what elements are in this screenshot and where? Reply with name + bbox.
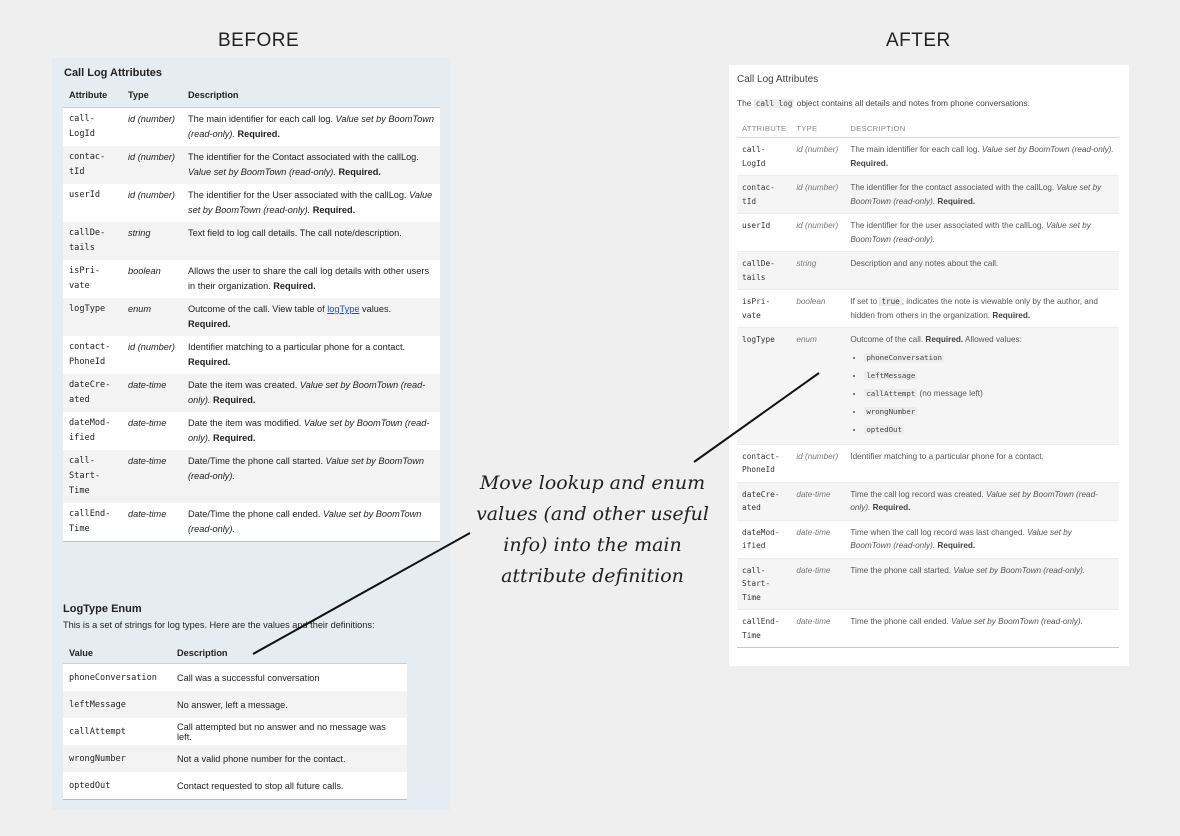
attribute-name: contac- tId <box>63 146 122 184</box>
attribute-name: logType <box>737 328 791 445</box>
attribute-name: isPri- vate <box>737 290 791 328</box>
description-text: Date/Time the phone call started. <box>188 456 326 466</box>
enum-header-value: Value <box>63 643 171 664</box>
attribute-name: dateMod- ified <box>737 520 791 558</box>
enum-note: (no message left) <box>917 388 983 398</box>
description-text-pre: If set to <box>850 297 880 306</box>
enum-value: phoneConversation <box>866 352 942 362</box>
description-text: , indicates the note is viewable only by the author, and hidden from others in the organization. <box>850 297 1098 320</box>
attribute-type: id (number) <box>791 176 845 214</box>
required-flag: Required. <box>188 357 231 367</box>
enum-value: leftMessage <box>866 370 916 380</box>
read-only-note: Value set by BoomTown (read-only). <box>188 380 426 405</box>
attribute-type: string <box>122 222 182 260</box>
read-only-note: Value set by BoomTown (read-only). <box>951 617 1083 626</box>
enum-value: callAttempt <box>866 388 916 398</box>
attribute-type: boolean <box>791 290 845 328</box>
attribute-name: call- LogId <box>737 138 791 176</box>
read-only-note: Value set by BoomTown (read-only). <box>188 114 434 139</box>
attribute-type: id (number) <box>122 184 182 222</box>
pointer-line-to-after <box>694 373 819 462</box>
required-flag: Required. <box>273 281 316 291</box>
attribute-type: date-time <box>122 503 182 542</box>
attribute-name: contact- PhoneId <box>63 336 122 374</box>
required-flag: Required. <box>310 205 356 215</box>
read-only-note: Value set by BoomTown (read-only). <box>188 190 433 215</box>
enum-description: Call was a successful conversation <box>171 664 407 692</box>
description-text-after: values. <box>359 304 392 314</box>
after-column-header-description: DESCRIPTION <box>845 122 1119 138</box>
attribute-name: callEnd- Time <box>63 503 122 542</box>
read-only-note: Value set by BoomTown (read-only). <box>188 418 430 443</box>
description-text: The identifier for the Contact associated with the callLog. <box>188 152 419 162</box>
enum-value: phoneConversation <box>63 664 171 692</box>
attribute-type: id (number) <box>791 214 845 252</box>
attribute-type: id (number) <box>122 336 182 374</box>
required-flag: Required. <box>935 541 976 550</box>
attribute-type: id (number) <box>122 146 182 184</box>
read-only-note: Value set by BoomTown (read-only). <box>850 489 1098 512</box>
required-flag: Required. <box>870 503 911 512</box>
column-header-attribute: Attribute <box>63 88 122 108</box>
attribute-name: callDe- tails <box>737 252 791 290</box>
attribute-name: call- LogId <box>63 108 122 147</box>
attribute-name: call- Start- Time <box>737 558 791 610</box>
attribute-type: date-time <box>122 450 182 503</box>
intro-text-post: object contains all details and notes from phone conversations. <box>794 98 1030 108</box>
required-flag: Required. <box>210 433 256 443</box>
after-table-title: Call Log Attributes <box>737 74 819 85</box>
description-text: Outcome of the call. View table of <box>188 304 328 314</box>
attribute-type: date-time <box>791 520 845 558</box>
description-text: The main identifier for each call log. <box>850 145 982 154</box>
enum-title: LogType Enum <box>63 603 142 615</box>
enum-value: leftMessage <box>63 691 171 718</box>
after-heading: AFTER <box>886 30 951 51</box>
attribute-name: userId <box>63 184 122 222</box>
inline-code: true <box>881 297 900 306</box>
read-only-note: Value set by BoomTown (read-only). <box>953 565 1086 575</box>
allowed-values-label: Allowed values: <box>963 335 1022 344</box>
attribute-type: id (number) <box>122 108 182 147</box>
read-only-note: Value set by BoomTown (read-only). <box>188 509 422 534</box>
attribute-type: date-time <box>122 412 182 450</box>
logtype-link[interactable]: logType <box>327 304 360 314</box>
required-flag: Required. <box>850 158 889 168</box>
attribute-type: enum <box>791 328 845 445</box>
attribute-type: string <box>791 252 845 290</box>
description-text: Description and any notes about the call. <box>850 259 999 268</box>
required-flag: Required. <box>335 167 381 177</box>
description-text: The main identifier for each call log. <box>188 114 336 124</box>
description-text: Identifier matching to a particular phone for a contact. <box>850 451 1044 461</box>
after-column-header-type: TYPE <box>791 122 845 138</box>
column-header-description: Description <box>182 88 440 108</box>
description-text: Time the call log record was created. <box>850 489 987 499</box>
attribute-type: id (number) <box>791 138 845 176</box>
attribute-type: date-time <box>791 558 845 610</box>
enum-value: optedOut <box>866 424 902 434</box>
attribute-name: contac- tId <box>737 176 791 214</box>
attribute-type: boolean <box>122 260 182 298</box>
read-only-note: Value set by BoomTown (read-only). <box>850 183 1102 206</box>
enum-description: Call attempted but no answer and no message was left. <box>171 718 407 745</box>
required-flag: Required. <box>188 319 231 329</box>
attribute-name: contact- PhoneId <box>737 444 791 482</box>
enum-description: Contact requested to stop all future calls. <box>171 772 407 800</box>
after-column-header-attribute: ATTRIBUTE <box>737 122 791 138</box>
enum-description: Not a valid phone number for the contact. <box>171 745 407 772</box>
attribute-name: call- Start- Time <box>63 450 122 503</box>
intro-text-pre: The <box>737 98 754 108</box>
attribute-name: logType <box>63 298 122 336</box>
enum-description: No answer, left a message. <box>171 691 407 718</box>
pointer-line-to-before <box>253 533 470 654</box>
required-flag: Required. <box>234 129 280 139</box>
attribute-type: enum <box>122 298 182 336</box>
enum-value: wrongNumber <box>866 406 916 416</box>
enum-value: callAttempt <box>63 718 171 745</box>
description-text: Time the phone call started. <box>850 565 954 575</box>
column-header-type: Type <box>122 88 182 108</box>
description-text: Date the item was created. <box>188 380 300 390</box>
read-only-note: Value set by BoomTown (read-only). <box>850 527 1072 550</box>
description-text: Allows the user to share the call log details with other users in their organization. <box>188 266 430 291</box>
read-only-note: Value set by BoomTown (read-only). <box>188 456 424 481</box>
before-heading: BEFORE <box>218 30 300 51</box>
before-table-title: Call Log Attributes <box>64 67 162 79</box>
attribute-name: callEnd- Time <box>737 610 791 648</box>
annotation-callout: Move lookup and enum values (and other useful info) into the main attribute definition <box>476 472 709 587</box>
required-flag: Required. <box>935 196 976 206</box>
attribute-name: callDe- tails <box>63 222 122 260</box>
description-text: Text field to log call details. The call note/description. <box>188 228 402 238</box>
description-text: Identifier matching to a particular phone for a contact. <box>188 342 406 352</box>
enum-value: wrongNumber <box>63 745 171 772</box>
attribute-name: userId <box>737 214 791 252</box>
attribute-type: date-time <box>122 374 182 412</box>
description-text: The identifier for the User associated with the callLog. <box>188 190 410 200</box>
read-only-note: Value set by BoomTown (read-only). <box>188 167 336 177</box>
attribute-type: date-time <box>791 610 845 648</box>
enum-value: optedOut <box>63 772 171 800</box>
attribute-name: isPri- vate <box>63 260 122 298</box>
required-flag: Required. <box>925 335 964 344</box>
enum-intro: This is a set of strings for log types. Here are the values and their definitions: <box>63 620 375 630</box>
read-only-note: Value set by BoomTown (read-only). <box>850 221 1091 244</box>
enum-header-description: Description <box>171 643 407 664</box>
description-text: Time the phone call ended. <box>850 617 952 626</box>
description-text: The identifier for the contact associated with the callLog. <box>850 183 1057 192</box>
description-text: Date/Time the phone call ended. <box>188 509 324 519</box>
attribute-type: date-time <box>791 482 845 520</box>
description-text: Outcome of the call. <box>850 335 926 344</box>
attribute-name: dateCre- ated <box>63 374 122 412</box>
required-flag: Required. <box>210 395 256 405</box>
attribute-type: id (number) <box>791 444 845 482</box>
required-flag: Required. <box>992 310 1031 320</box>
attribute-name: dateMod- ified <box>63 412 122 450</box>
description-text: Time when the call log record was last changed. <box>850 527 1028 537</box>
intro-code: call log <box>755 99 793 108</box>
read-only-note: Value set by BoomTown (read-only). <box>981 145 1114 154</box>
attribute-name: dateCre- ated <box>737 482 791 520</box>
description-text: Date the item was modified. <box>188 418 304 428</box>
description-text: The identifier for the user associated with the callLog. <box>850 221 1047 230</box>
